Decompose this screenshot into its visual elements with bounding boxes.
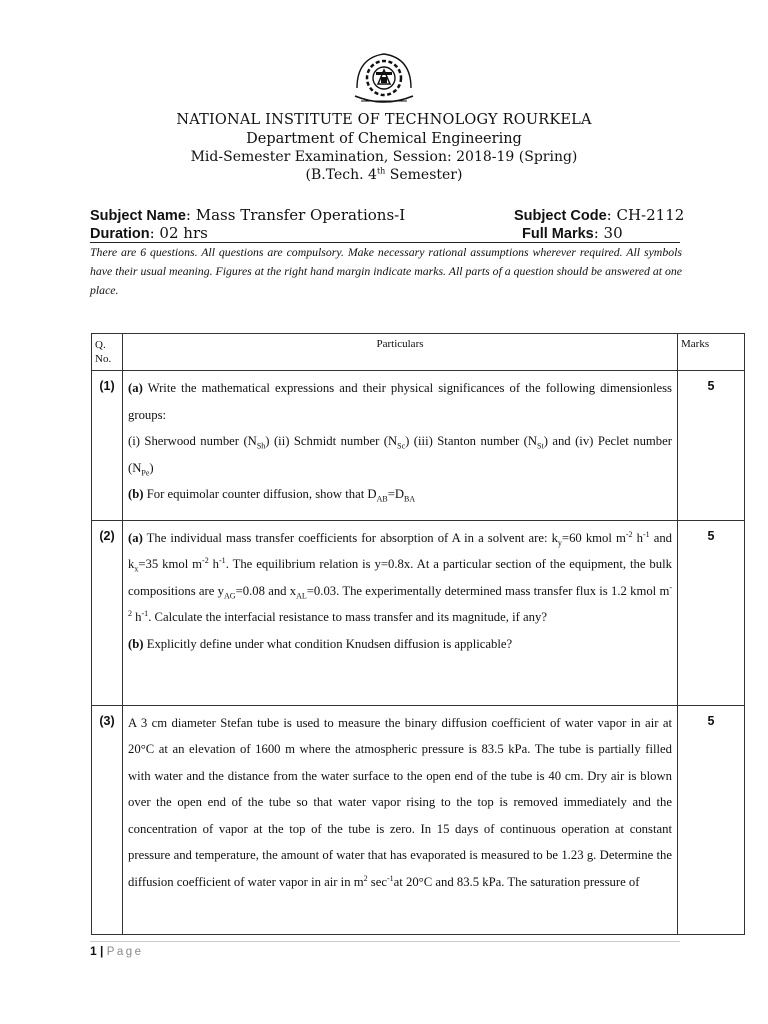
question-number: (3)	[92, 705, 123, 934]
col-header-particulars: Particulars	[123, 334, 678, 371]
part-label: (b)	[128, 636, 144, 651]
program-semester: (B.Tech. 4th Semester)	[305, 166, 463, 183]
question-text: (a) Write the mathematical expressions and their physical significances of the following dimensionless groups: (i) Sherwood number $(N_{Sh})$ (ii) Schmidt number $(N_{Sc})$ (iii) Stanton number $(N_{St})$ and (iv) Peclet number $(N_{Pe})$ (b) For equimolar counter diffusion, show that $D_{AB}=D_{BA}$	[123, 371, 678, 521]
full-marks: Full Marks: 30	[522, 224, 623, 242]
instructions: There are 6 questions. All questions are compulsory. Make necessary rational assumptions wherever required. All symbols have their usual meaning. Figures at the right hand margin indicate marks. All parts of a question should be answered at one place.	[90, 245, 682, 297]
part-label: (a)	[128, 381, 143, 395]
institute-name: NATIONAL INSTITUTE OF TECHNOLOGY ROURKELA	[176, 112, 592, 128]
table-row	[92, 705, 745, 934]
question-marks: 5	[678, 371, 745, 521]
col-header-qno: Q. No.	[92, 334, 123, 371]
exam-title: Mid-Semester Examination, Session: 2018-19 (Spring)	[190, 149, 578, 165]
col-header-marks: Marks	[678, 334, 745, 371]
footer-divider	[90, 941, 680, 942]
institute-logo	[351, 48, 417, 108]
table-header-row	[92, 334, 745, 371]
question-marks: 5	[678, 705, 745, 934]
part-label: (a)	[128, 530, 143, 545]
question-text: A 3 cm diameter Stefan tube is used to measure the binary diffusion coefficient of water vapor in air at 20°C at an elevation of 1600 m where the atmospheric pressure is 83.5 kPa. The tube is partially filled with water and the distance from the water surface to the open end of the tube is 40 cm. Dry air is blown over the open end of the tube so that water vapor rising to the top is removed immediately and the concentration of vapor at the top of the tube is zero. In 15 days of continuous operation at constant pressure and temperature, the amount of water that has evaporated is measured to be 1.23 g. Determine the diffusion coefficient of water vapor in air in $m^2$ $\sec^{-1}at$ 20°C and 83.5 kPa. The saturation pressure of	[123, 705, 678, 934]
department-name: Department of Chemical Engineering	[246, 131, 522, 147]
table-row	[92, 371, 745, 521]
subject-name: Subject Name: Mass Transfer Operations-I	[90, 206, 406, 224]
duration: Duration: 02 hrs	[90, 224, 208, 242]
part-label: (b)	[128, 487, 144, 501]
question-text: (a) The individual mass transfer coefficients for absorption of A in a solvent are: $k_y=60$ kmol $m^{-2}$ $h^{-1}$ and $k_x=35$ kmol $m^{-2}$ $h^{-1}$. The equilibrium relation is y=0.8x. At a particular section of the equipment, the bulk compositions are $y_{AG}=0.08$ and $x_{AL}=0.03$. The experimentally determined mass transfer flux is 1.2 kmol $m^{-2}$ $h^{-1}$. Calculate the interfacial resistance to mass transfer and its magnitude, if any? (b) Explicitly define under what condition Knudsen diffusion is applicable?	[123, 520, 678, 705]
question-number: (1)	[92, 371, 123, 521]
table-row	[92, 520, 745, 705]
question-marks: 5	[678, 520, 745, 705]
subject-code: Subject Code: CH-2112	[514, 206, 685, 224]
question-table	[91, 333, 745, 935]
dimensionless-groups: (i) Sherwood number $(N_{Sh})$ (ii) Schmidt number $(N_{Sc})$ (iii) Stanton number $(N_{St})$ and (iv) Peclet number $(N_{Pe})$	[128, 434, 672, 478]
question-number: (2)	[92, 520, 123, 705]
page-footer: 1 | Page	[90, 944, 144, 958]
